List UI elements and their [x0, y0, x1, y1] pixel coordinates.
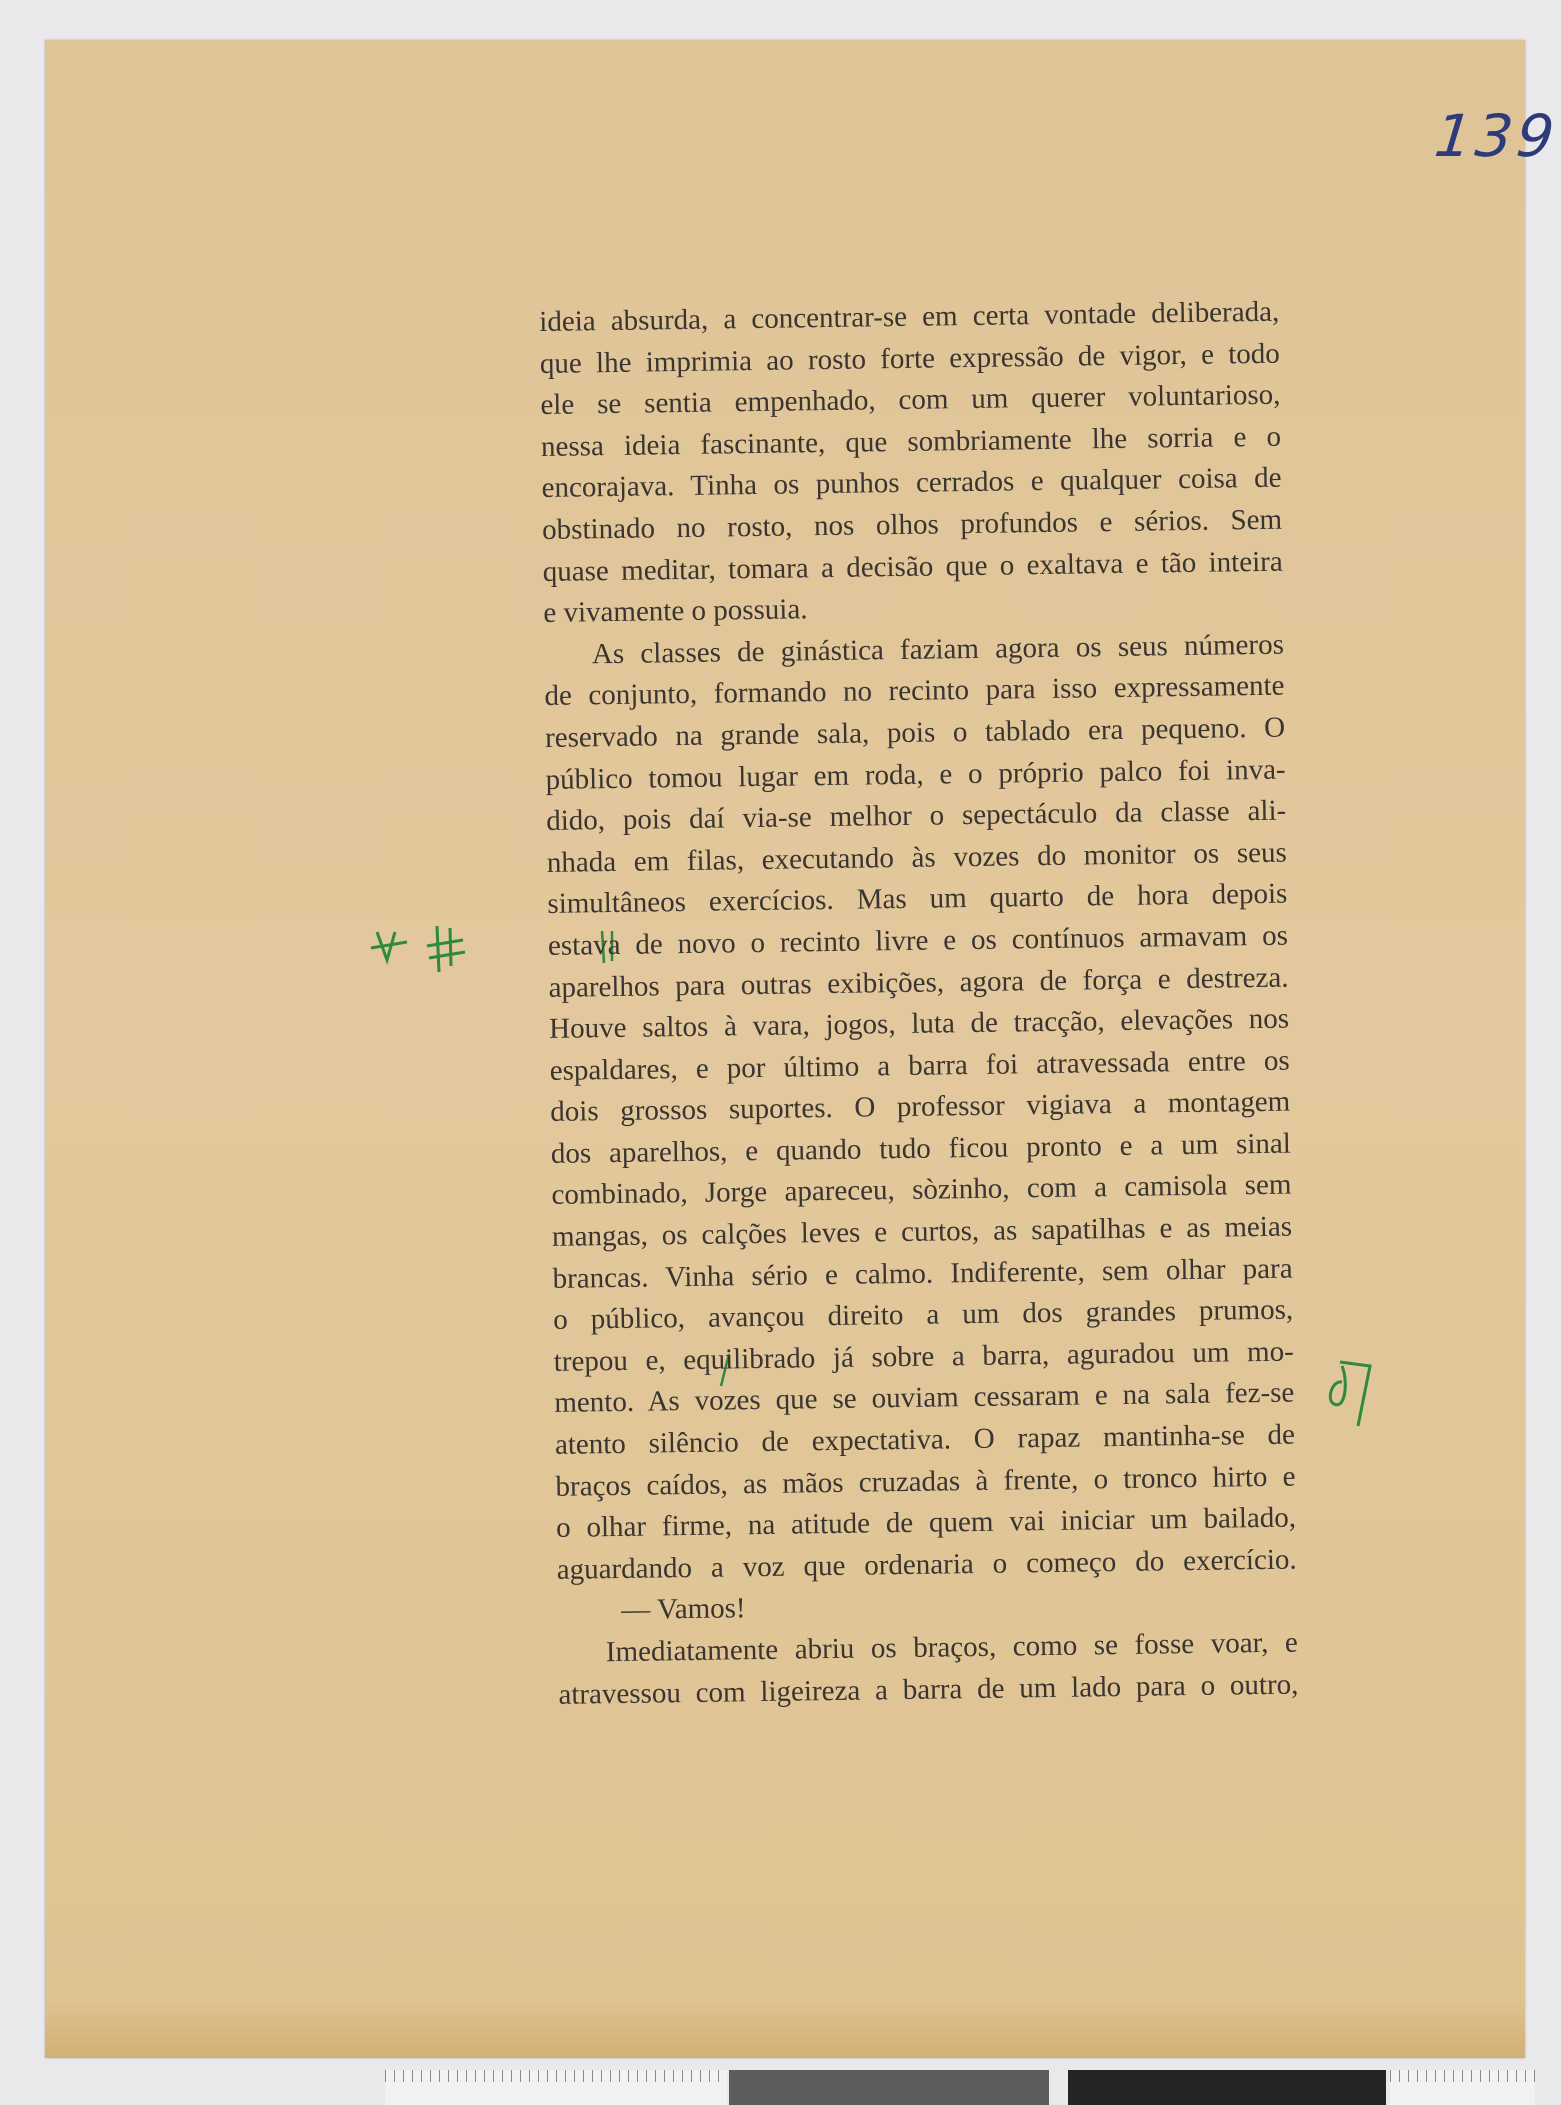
margin-annotation-right [1320, 1340, 1390, 1430]
text-line: obstinado no rosto, nos olhos profundos e sérios. Sem [541, 503, 1283, 546]
text-line: braços caídos, as mãos cruzadas à frente, o tronco hirto e [555, 1460, 1296, 1503]
document-page [45, 40, 1561, 2058]
text-line: público tomou lugar em roda, e o próprio palco foi inva- [545, 753, 1286, 796]
text-line: mangas, os calções leves e curtos, as sapatilhas e as meias [551, 1210, 1293, 1253]
text-line: combinado, Jorge apareceu, sòzinho, com a camisola sem [551, 1169, 1292, 1212]
text-line: atento silêncio de expectativa. O rapaz mantinha-se de [554, 1418, 1296, 1461]
text-line: — Vamos! [621, 1592, 746, 1627]
text-line: o público, avançou direito a um dos grandes prumos, [552, 1293, 1294, 1337]
text-line: reservado na grande sala, pois o tablado era pequeno. O [544, 711, 1286, 754]
text-line: aparelhos para outras exibições, agora de força e destreza. [548, 961, 1289, 1004]
text-line: mento. As vozes que se ouviam cessaram e na sala fez-se [554, 1376, 1295, 1420]
text-line: atravessou com ligeireza a barra de um lado para o outro, [558, 1668, 1299, 1711]
gray-patch [729, 2070, 1049, 2105]
black-patch [1068, 2070, 1386, 2105]
margin-annotation-left [365, 920, 475, 980]
text-line: ele se sentia empenhado, com um querer voluntarioso, [540, 378, 1281, 422]
text-line: dido, pois daí via-se melhor o sepectáculo da classe ali- [546, 794, 1287, 838]
text-line: encorajava. Tinha os punhos cerrados e qualquer coisa de [541, 462, 1282, 505]
text-line: As classes de ginástica faziam agora os seus números [591, 628, 1285, 671]
text-line: simultâneos exercícios. Mas um quarto de hora depois [547, 877, 1288, 921]
text-line: quase meditar, tomara a decisão que o exaltava e tão inteira [542, 545, 1283, 588]
text-line: e vivamente o possuia. [543, 593, 808, 630]
text-line: nessa ideia fascinante, que sombriamente lhe sorria e o [540, 420, 1282, 463]
handwritten-page-number: 139 [1431, 102, 1561, 170]
text-line: o olhar firme, na atitude de quem vai iniciar um bailado, [555, 1501, 1297, 1545]
text-line: aguardando a voz que ordenaria o começo do exercício. [556, 1543, 1297, 1586]
text-line: dos aparelhos, e quando tudo ficou pronto e a um sinal [550, 1127, 1292, 1170]
text-line: brancas. Vinha sério e calmo. Indiferente, sem olhar para [552, 1252, 1293, 1295]
body-text [539, 292, 1299, 1716]
text-line: estava de novo o recinto livre e os contínuos armavam os [547, 919, 1289, 962]
text-line: Imediatamente abriu os braços, como se fosse voar, e [605, 1626, 1299, 1669]
text-line: Houve saltos à vara, jogos, luta de tracção, elevações nos [548, 1002, 1290, 1046]
text-line: trepou e, equilibrado já sobre a barra, aguradou um mo- [553, 1335, 1294, 1378]
scale-ruler [1390, 2070, 1535, 2105]
text-line: espaldares, e por último a barra foi atravessada entre os [549, 1044, 1290, 1087]
text-line: de conjunto, formando no recinto para isso expressamente [544, 669, 1285, 713]
text-line: que lhe imprimia ao rosto forte expressão de vigor, e todo [539, 337, 1281, 380]
text-line: ideia absurda, a concentrar-se em certa vontade deliberada, [539, 295, 1280, 338]
text-line: dois grossos suportes. O professor vigiava a montagem [550, 1085, 1291, 1129]
text-line: nhada em filas, executando às vozes do monitor os seus [546, 836, 1287, 879]
scale-ruler [385, 2070, 727, 2105]
